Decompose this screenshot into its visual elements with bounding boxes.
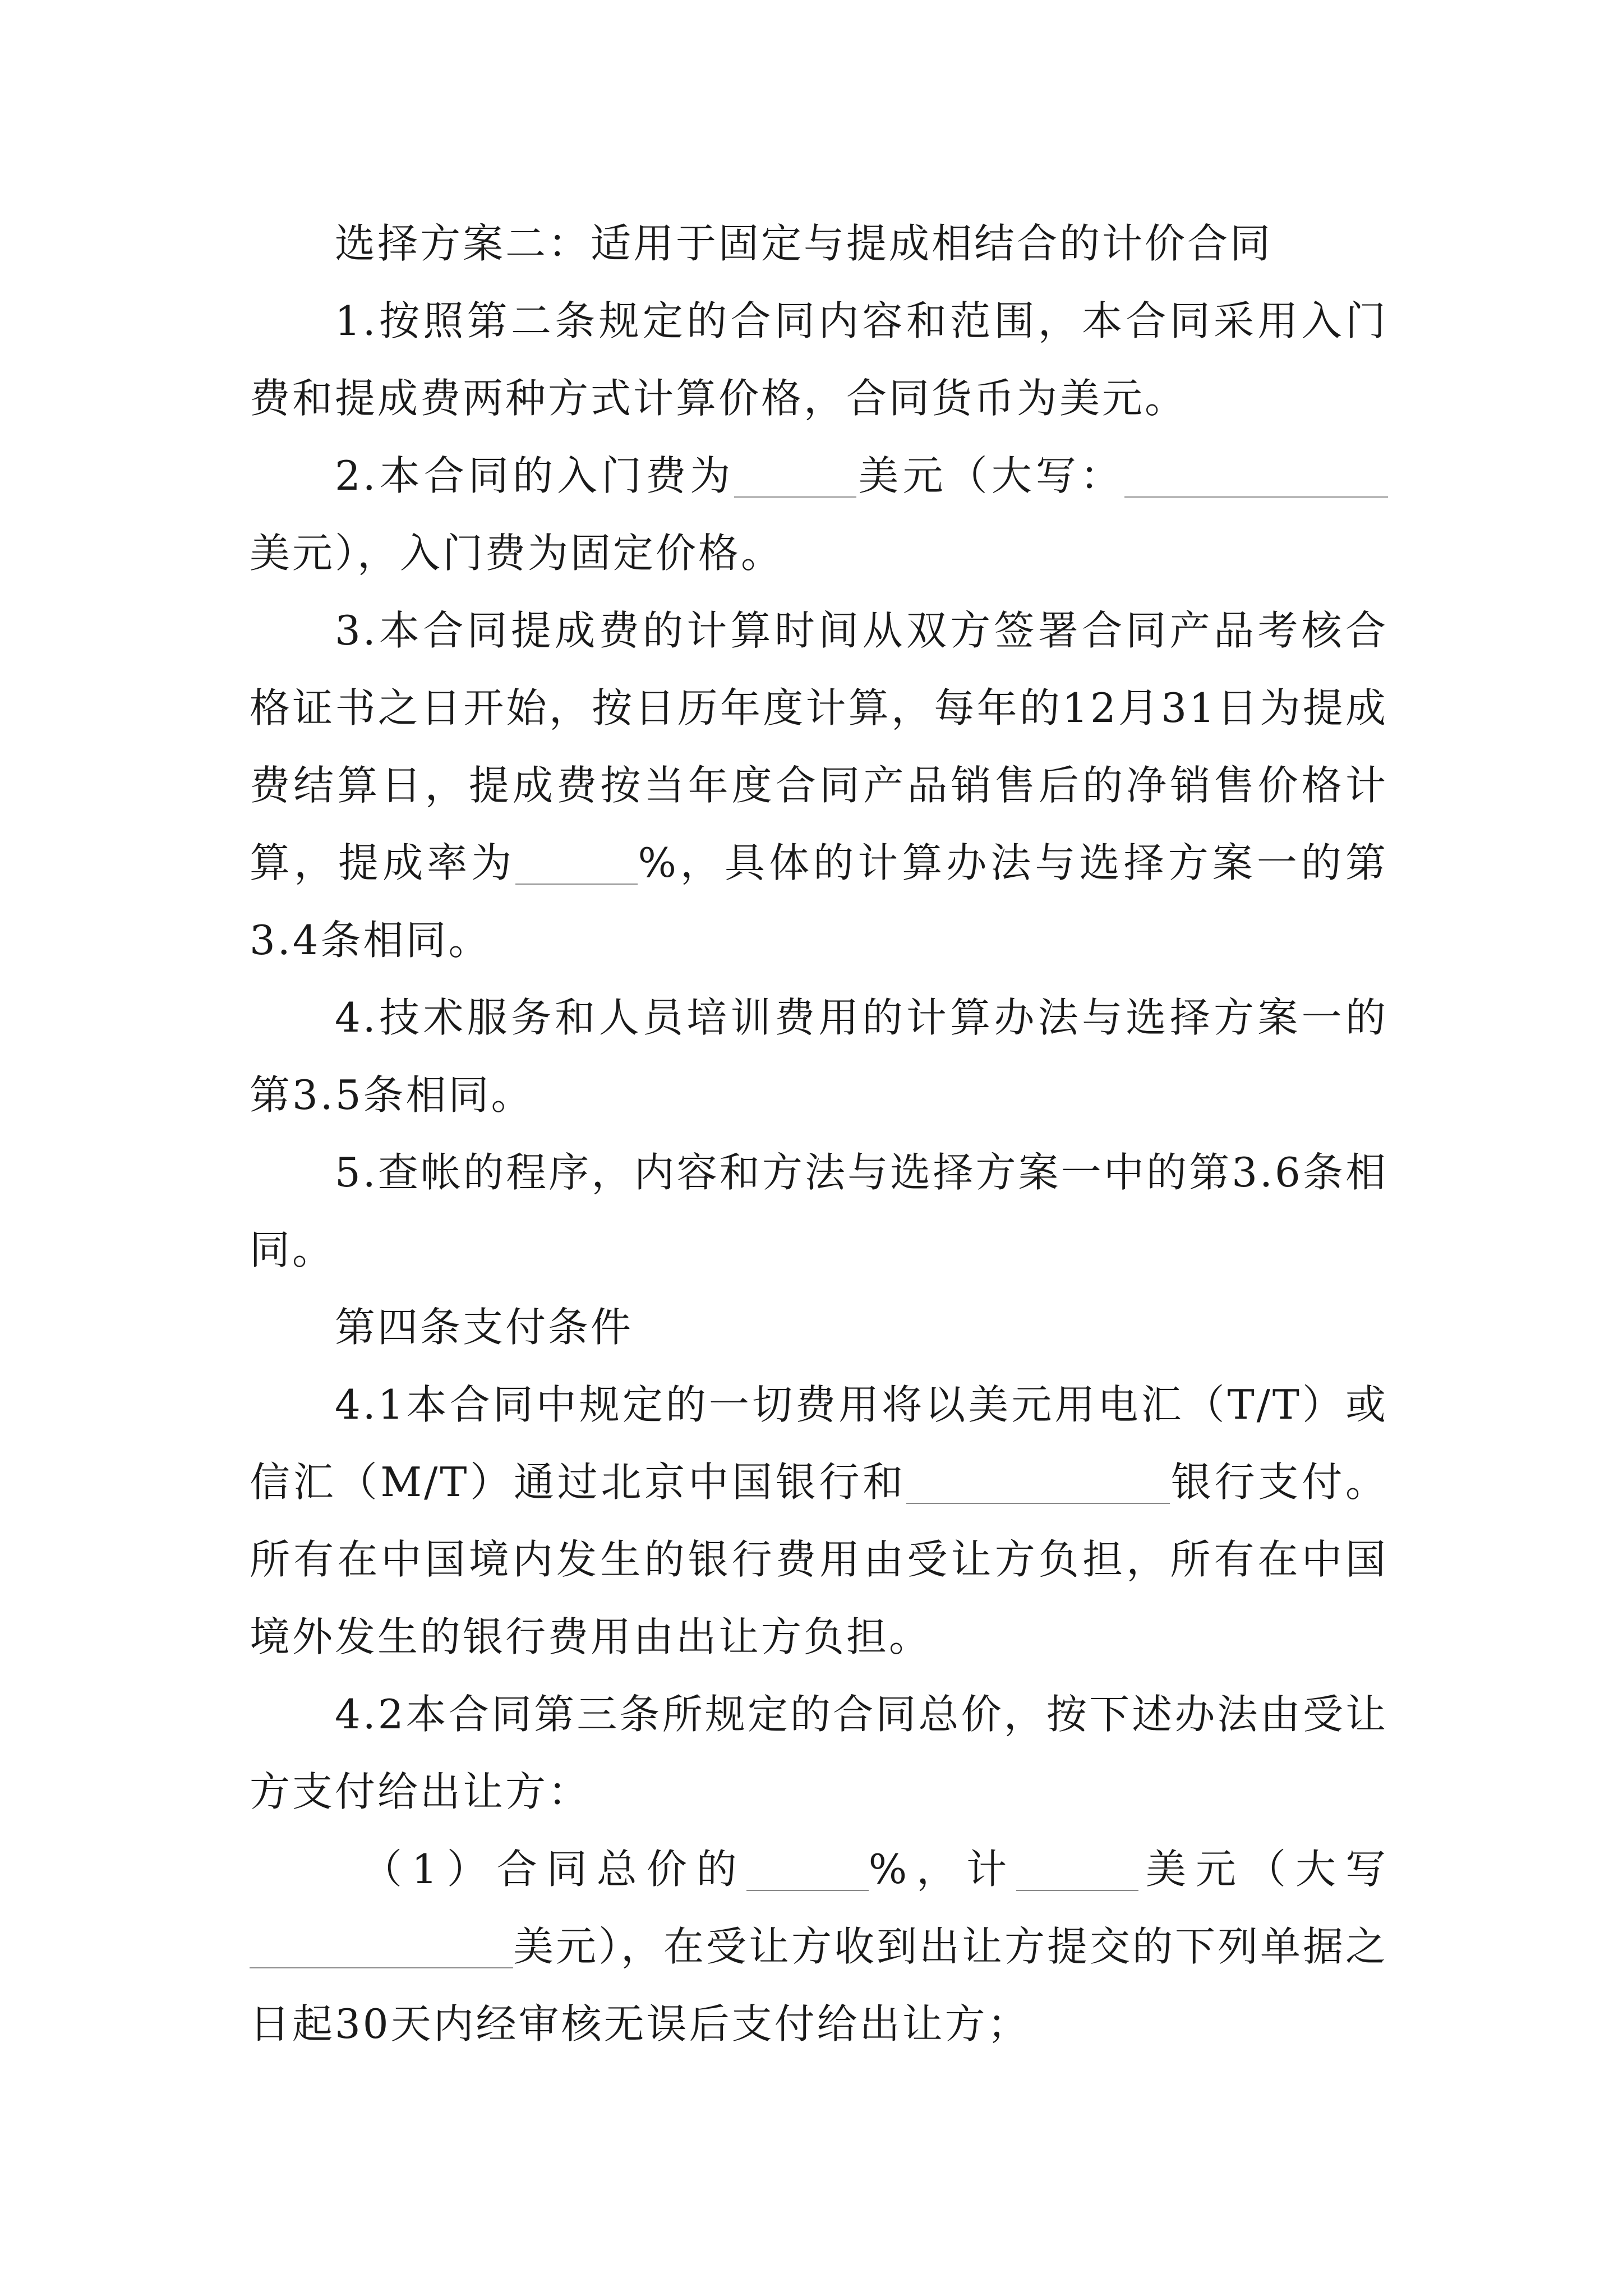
paragraph-4-text: 4.技术服务和人员培训费用的计算办法与选择方案一的第3.5条相同。 <box>250 994 1388 1119</box>
paragraph-2-text-b: 美元（大写： <box>856 452 1124 499</box>
paragraph-5 <box>250 1134 1388 1289</box>
option2-heading <box>250 205 1388 282</box>
article-4-heading-text: 第四条支付条件 <box>335 1304 634 1351</box>
royalty-rate-blank <box>515 839 638 885</box>
payment-capital-blank <box>250 1922 513 1968</box>
option2-heading-text: 选择方案二：适用于固定与提成相结合的计价合同 <box>335 220 1273 267</box>
paragraph-5-text: 5.查帐的程序，内容和方法与选择方案一中的第3.6条相同。 <box>250 1149 1388 1273</box>
paragraph-2 <box>250 437 1388 592</box>
paragraph-1-text: 1.按照第二条规定的合同内容和范围，本合同采用入门费和提成费两种方式计算价格，合同货币为美元。 <box>250 297 1388 422</box>
payment-item-1-text-b: %，计 <box>868 1846 1017 1893</box>
paragraph-3-text-b: %，具体的计算办法与选择方案一的第3.4条相同。 <box>250 839 1388 964</box>
paragraph-3-text-a: 3.本合同提成费的计算时间从双方签署合同产品考核合格证书之日开始，按日历年度计算，每年的12月31日为提成费结算日，提成费按当年度合同产品销售后的净销售价格计算，提成率为 <box>250 607 1388 886</box>
entry-fee-capital-blank <box>1124 452 1388 498</box>
paragraph-2-text-a: 2.本合同的入门费为 <box>335 452 735 499</box>
paragraph-4-1-text-a: 4.1本合同中规定的一切费用将以美元用电汇（T/T）或信汇（M/T）通过北京中国银行和 <box>250 1381 1388 1506</box>
payment-percent-blank <box>746 1845 869 1891</box>
paragraph-2-text-c: 美元），入门费为固定价格。 <box>250 530 784 577</box>
paragraph-3 <box>250 592 1388 979</box>
document-body <box>250 205 1388 2063</box>
payment-item-1-text-c: 美元（大写 <box>1138 1846 1388 1893</box>
payment-item-1-text-d: 美元），在受让方收到出让方提交的下列单据之日起30天内经审核无误后支付给出让方； <box>250 1923 1389 2047</box>
article-4-heading <box>250 1289 1388 1366</box>
paragraph-4-2 <box>250 1676 1388 1830</box>
paragraph-1 <box>250 282 1388 437</box>
bank-name-blank <box>906 1458 1170 1504</box>
payment-item-1 <box>250 1830 1388 2063</box>
paragraph-4 <box>250 979 1388 1134</box>
payment-amount-blank <box>1016 1845 1138 1891</box>
payment-item-1-text-a: （1）合同总价的 <box>362 1846 746 1893</box>
paragraph-4-1 <box>250 1366 1388 1676</box>
entry-fee-amount-blank <box>734 452 856 498</box>
paragraph-4-1-text-b: 银行支付。所有在中国境内发生的银行费用由受让方负担，所有在中国境外发生的银行费用由出让方负担。 <box>250 1458 1388 1660</box>
paragraph-4-2-text: 4.2本合同第三条所规定的合同总价，按下述办法由受让方支付给出让方： <box>250 1691 1388 1815</box>
